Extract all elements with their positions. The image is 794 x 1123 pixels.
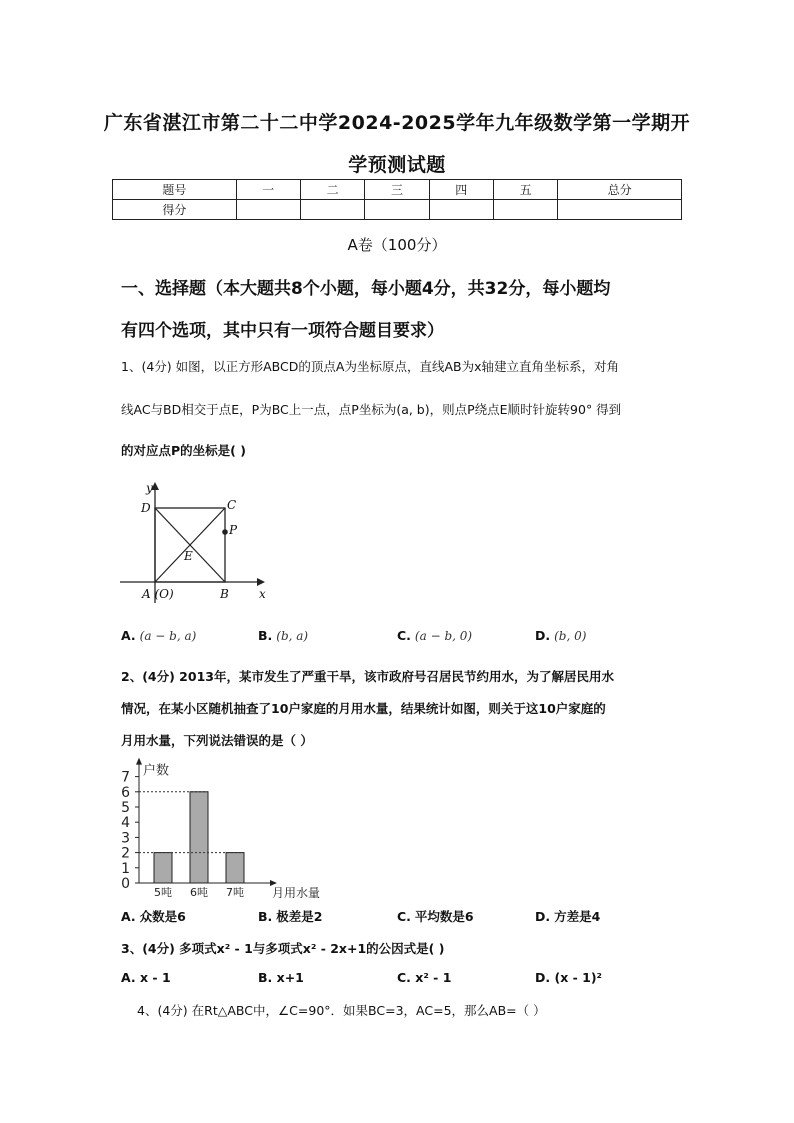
option-label: A.	[121, 628, 136, 643]
option-label: A.	[121, 970, 136, 985]
label-e: E	[184, 549, 193, 563]
score-cell	[236, 200, 300, 220]
chart-y-tick-label: 3	[121, 830, 130, 847]
q2-option-c	[397, 907, 474, 925]
q2-line3: 月用水量，下列说法错误的是（ ）	[121, 733, 313, 748]
chart-y-tick-label: 0	[121, 876, 130, 892]
option-value: (b, a)	[276, 629, 309, 643]
option-value: (a − b, a)	[139, 629, 197, 643]
option-label: B.	[258, 628, 273, 643]
q1-option-a	[121, 628, 196, 643]
score-header-cell: 一	[236, 180, 300, 200]
page-title-line2: 学预测试题	[348, 154, 446, 176]
chart-category-label: 7吨	[226, 886, 244, 899]
q4-stem: 4、(4分) 在Rt△ABC中，∠C=90°．如果BC=3，AC=5，那么AB=（ ）	[137, 1003, 546, 1018]
option-label: A.	[121, 909, 136, 924]
q1-line3: 的对应点P的坐标是( )	[121, 443, 246, 458]
score-table-score-row	[113, 200, 682, 220]
section1-line2: 有四个选项，其中只有一项符合题目要求）	[121, 321, 444, 341]
q3-option-a	[121, 970, 171, 985]
chart-y-tick-label: 2	[121, 845, 130, 862]
option-label: B.	[258, 970, 273, 985]
option-label: C.	[397, 909, 411, 924]
score-header-cell: 总分	[558, 180, 682, 200]
section1-line1: 一、选择题（本大题共8个小题，每小题4分，共32分，每小题均	[121, 279, 611, 299]
chart-y-tick-label: 7	[121, 769, 130, 786]
page-title-line1: 广东省湛江市第二十二中学2024-2025学年九年级数学第一学期开	[103, 112, 691, 134]
part-a-heading: A卷（100分）	[347, 236, 447, 254]
score-header-cell: 四	[429, 180, 493, 200]
q2-bar-chart	[112, 752, 352, 902]
option-value: x+1	[276, 970, 304, 985]
chart-y-axis-arrow	[136, 758, 142, 765]
score-cell	[493, 200, 557, 220]
q1-option-d	[535, 628, 586, 643]
q1-line1: 1、(4分) 如图，以正方形ABCD的顶点A为坐标原点，直线AB为x轴建立直角坐标系，对角	[121, 359, 619, 374]
score-table-header-row	[113, 180, 682, 200]
option-label: D.	[535, 628, 551, 643]
option-value: x - 1	[140, 970, 171, 985]
score-table	[112, 179, 682, 220]
score-header-cell: 二	[300, 180, 364, 200]
option-label: B.	[258, 909, 273, 924]
option-label: D.	[535, 909, 551, 924]
chart-y-tick-label: 5	[121, 800, 130, 816]
chart-bar	[154, 853, 172, 883]
option-value: 平均数是6	[414, 909, 474, 924]
q2-option-a	[121, 907, 186, 925]
chart-category-label: 6吨	[190, 886, 208, 899]
option-value: 众数是6	[139, 909, 186, 924]
q2-line2: 情况，在某小区随机抽查了10户家庭的月用水量，结果统计如图，则关于这10户家庭的	[121, 701, 606, 716]
q3-option-d	[535, 970, 602, 985]
chart-y-label: 户数	[143, 763, 170, 779]
score-row-label: 得分	[113, 200, 237, 220]
label-d: D	[141, 501, 151, 515]
option-label: C.	[397, 970, 411, 985]
chart-bar	[190, 792, 208, 883]
q1-line2: 线AC与BD相交于点E，P为BC上一点，点P坐标为(a, b)，则点P绕点E顺时针旋转90° 得到	[121, 402, 622, 417]
q1-square-figure	[115, 478, 265, 608]
q3-stem: 3、(4分) 多项式x² - 1与多项式x² - 2x+1的公因式是( )	[121, 941, 445, 956]
option-value: (a − b, 0)	[414, 629, 473, 643]
q2-line1: 2、(4分) 2013年，某市发生了严重干旱，该市政府号召居民节约用水，为了解居民用水	[121, 669, 614, 684]
score-header-cell: 题号	[113, 180, 237, 200]
q2-option-d	[535, 907, 600, 925]
chart-x-label: 月用水量	[272, 886, 321, 900]
q1-option-c	[397, 628, 472, 643]
q3-option-b	[258, 970, 304, 985]
label-b: B	[220, 587, 229, 601]
q2-option-b	[258, 907, 322, 925]
option-value: 方差是4	[554, 909, 601, 924]
option-value: (x - 1)²	[554, 970, 603, 985]
score-header-cell: 三	[365, 180, 429, 200]
option-label: C.	[397, 628, 411, 643]
label-p: P	[229, 523, 238, 537]
chart-category-label: 5吨	[154, 886, 172, 899]
chart-y-tick-label: 6	[121, 784, 130, 801]
score-header-cell: 五	[493, 180, 557, 200]
option-value: (b, 0)	[554, 629, 587, 643]
chart-y-tick-label: 4	[121, 815, 130, 832]
label-a: A (O)	[142, 587, 174, 601]
score-cell	[300, 200, 364, 220]
q3-option-c	[397, 970, 451, 985]
option-label: D.	[535, 970, 551, 985]
option-value: x² - 1	[415, 970, 452, 985]
label-x: x	[259, 587, 266, 601]
point-p	[222, 529, 228, 535]
score-cell	[365, 200, 429, 220]
chart-y-tick-label: 1	[121, 860, 130, 877]
option-value: 极差是2	[276, 909, 323, 924]
score-cell	[558, 200, 682, 220]
score-cell	[429, 200, 493, 220]
x-axis-arrow	[257, 578, 265, 586]
label-c: C	[227, 498, 237, 512]
label-y: y	[146, 481, 153, 495]
chart-bar	[226, 853, 244, 883]
q1-option-b	[258, 628, 308, 643]
